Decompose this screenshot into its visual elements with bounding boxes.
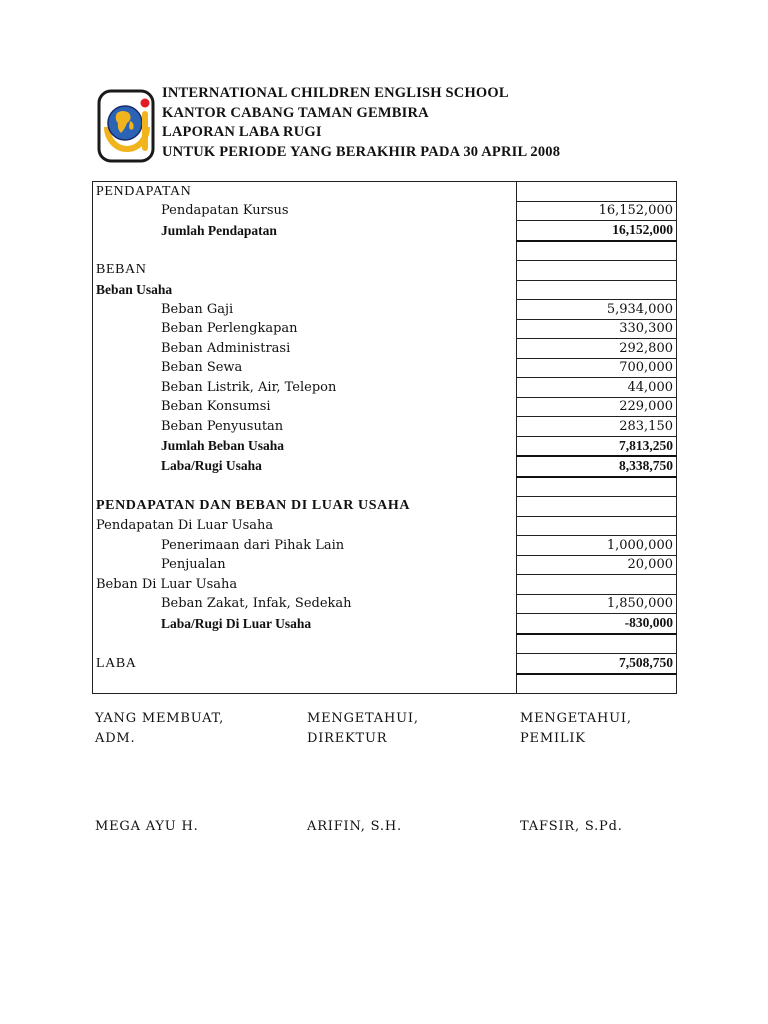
total-label: Laba/Rugi Di Luar Usaha: [93, 614, 517, 634]
signature-role: YANG MEMBUAT,: [95, 711, 225, 726]
row-label: Beban Zakat, Infak, Sedekah: [93, 594, 517, 614]
report-title: LAPORAN LABA RUGI: [162, 124, 322, 140]
row-value: 700,000: [517, 358, 677, 378]
table-row: [93, 594, 677, 614]
table-row: [93, 614, 677, 634]
row-value: 1,850,000: [517, 594, 677, 614]
signature-name: MEGA AYU H.: [95, 819, 199, 834]
table-row: [93, 536, 677, 556]
row-label: Beban Sewa: [93, 358, 517, 378]
table-row: [93, 261, 677, 281]
total-value: -830,000: [517, 614, 677, 634]
table-row: [93, 201, 677, 221]
table-row: [93, 634, 677, 654]
signature-position: ADM.: [95, 731, 136, 746]
row-value: 5,934,000: [517, 300, 677, 320]
table-row: [93, 182, 677, 202]
signature-position: PEMILIK: [520, 731, 586, 746]
school-globe-logo-icon: [97, 89, 157, 163]
section-title-laba: LABA: [93, 654, 517, 674]
signature-block-director: [307, 709, 419, 837]
row-label: Pendapatan Kursus: [93, 201, 517, 221]
report-period: UNTUK PERIODE YANG BERAKHIR PADA 30 APRIL 2008: [162, 143, 561, 160]
total-label: Jumlah Beban Usaha: [93, 436, 517, 456]
table-row: [93, 319, 677, 339]
report-header: [162, 84, 560, 162]
table-row: [93, 555, 677, 575]
row-label: Beban Administrasi: [93, 339, 517, 359]
table-row: [93, 654, 677, 674]
school-logo: [97, 89, 157, 163]
table-row: [93, 241, 677, 261]
table-row: [93, 497, 677, 517]
school-name: INTERNATIONAL CHILDREN ENGLISH SCHOOL: [162, 85, 509, 101]
table-row: [93, 300, 677, 320]
table-row: [93, 575, 677, 595]
row-label: Beban Gaji: [93, 300, 517, 320]
branch-name: KANTOR CABANG TAMAN GEMBIRA: [162, 104, 429, 121]
table-row: [93, 456, 677, 477]
table-row: [93, 417, 677, 437]
subsection-title: Beban Usaha: [93, 280, 517, 300]
row-label: Beban Perlengkapan: [93, 319, 517, 339]
row-value: 16,152,000: [517, 201, 677, 221]
signature-role: MENGETAHUI,: [307, 711, 419, 726]
subsection-title: Beban Di Luar Usaha: [93, 575, 517, 595]
row-label: Penjualan: [93, 555, 517, 575]
row-value: 330,300: [517, 319, 677, 339]
total-value: 16,152,000: [517, 221, 677, 241]
table-row: [93, 378, 677, 398]
table-row: [93, 674, 677, 694]
row-label: Penerimaan dari Pihak Lain: [93, 536, 517, 556]
table-row: [93, 358, 677, 378]
signature-name: ARIFIN, S.H.: [307, 819, 402, 834]
row-value: 44,000: [517, 378, 677, 398]
table-row: [93, 339, 677, 359]
row-value: 283,150: [517, 417, 677, 437]
total-value: 7,813,250: [517, 436, 677, 456]
table-row: [93, 436, 677, 456]
total-label: Jumlah Pendapatan: [93, 221, 517, 241]
subsection-title: Pendapatan Di Luar Usaha: [93, 516, 517, 536]
total-value: 8,338,750: [517, 456, 677, 477]
table-row: [93, 280, 677, 300]
row-value: 20,000: [517, 555, 677, 575]
signature-position: DIREKTUR: [307, 731, 388, 746]
table-row: [93, 516, 677, 536]
section-title-luar-usaha: PENDAPATAN DAN BEBAN DI LUAR USAHA: [93, 497, 517, 517]
row-label: Beban Konsumsi: [93, 397, 517, 417]
table-row: [93, 397, 677, 417]
row-value: 292,800: [517, 339, 677, 359]
total-label: Laba/Rugi Usaha: [93, 456, 517, 477]
section-title-pendapatan: PENDAPATAN: [93, 182, 517, 202]
laba-value: 7,508,750: [517, 654, 677, 674]
signature-block-owner: [520, 709, 632, 837]
signature-name: TAFSIR, S.Pd.: [520, 819, 623, 834]
signature-role: MENGETAHUI,: [520, 711, 632, 726]
row-value: 1,000,000: [517, 536, 677, 556]
section-title-beban: BEBAN: [93, 261, 517, 281]
row-label: Beban Penyusutan: [93, 417, 517, 437]
row-label: Beban Listrik, Air, Telepon: [93, 378, 517, 398]
signature-block-maker: [95, 709, 224, 837]
income-statement-table: [92, 181, 677, 694]
row-value: 229,000: [517, 397, 677, 417]
table-row: [93, 477, 677, 497]
table-row: [93, 221, 677, 241]
